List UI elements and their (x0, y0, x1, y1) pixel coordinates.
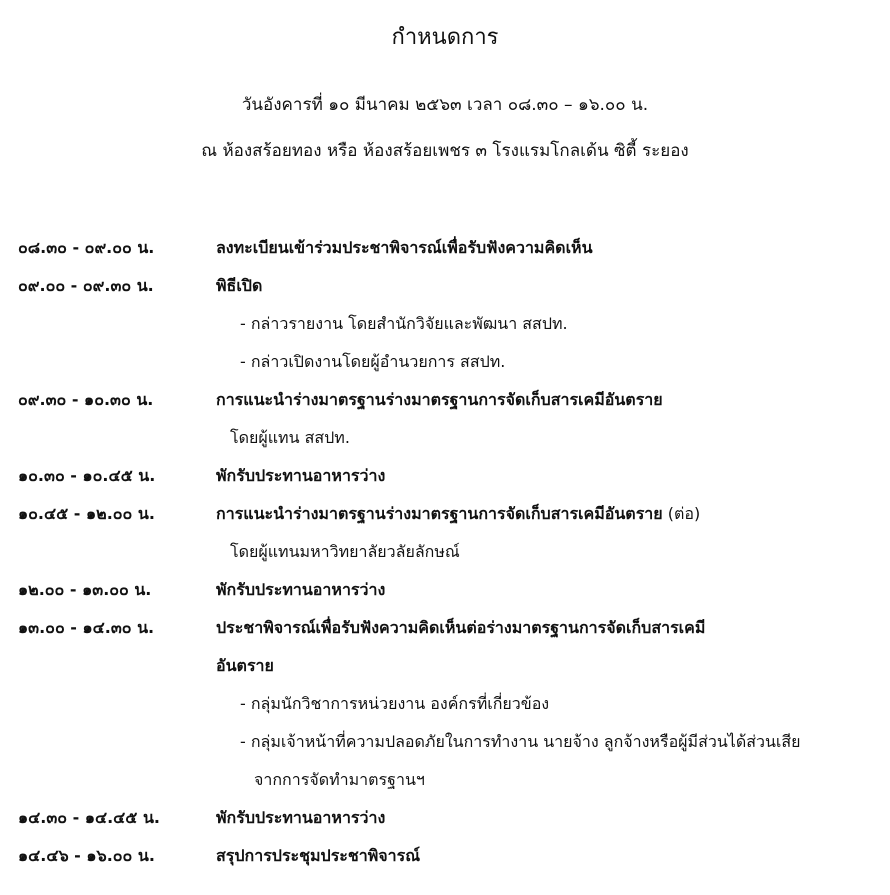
schedule-time: ๑๐.๔๕ - ๑๒.๐๐ น. (18, 504, 155, 523)
schedule-row-break (18, 571, 878, 609)
schedule-presenter (18, 419, 878, 457)
schedule-subitem-text: - กลุ่มนักวิชาการหน่วยงาน องค์กรที่เกี่ยวข้อง (240, 694, 550, 713)
schedule-row-break (18, 799, 878, 837)
schedule-presenter-text: โดยผู้แทน สสปท. (230, 428, 350, 447)
schedule-title: พักรับประทานอาหารว่าง (216, 466, 386, 485)
schedule-title-wrapper (216, 495, 700, 533)
schedule-row-standard-intro-cont (18, 495, 878, 533)
schedule-title: ลงทะเบียนเข้าร่วมประชาพิจารณ์เพื่อรับฟังความคิดเห็น (216, 238, 593, 257)
schedule-subitem-continuation (18, 761, 878, 799)
schedule-subitem-text: - กล่าวเปิดงานโดยผู้อำนวยการ สสปท. (240, 352, 506, 371)
schedule-row-opening (18, 267, 878, 305)
schedule-time: ๑๔.๔๖ - ๑๖.๐๐ น. (18, 846, 155, 865)
schedule-presenter (18, 533, 878, 571)
schedule-title: พักรับประทานอาหารว่าง (216, 808, 386, 827)
schedule-title: ประชาพิจารณ์เพื่อรับฟังความคิดเห็นต่อร่างมาตรฐานการจัดเก็บสารเคมี (216, 618, 706, 637)
schedule-row-break (18, 457, 878, 495)
schedule-time: ๑๓.๐๐ - ๑๔.๓๐ น. (18, 618, 155, 637)
schedule-title: การแนะนำร่างมาตรฐานร่างมาตรฐานการจัดเก็บสารเคมีอันตราย (216, 504, 663, 523)
schedule-title-continuation (18, 647, 878, 685)
schedule-title: พิธีเปิด (216, 276, 263, 295)
schedule-time: ๑๐.๓๐ - ๑๐.๔๕ น. (18, 466, 156, 485)
event-venue-line: ณ ห้องสร้อยทอง หรือ ห้องสร้อยเพชร ๓ โรงแรมโกลเด้น ซิตี้ ระยอง (201, 141, 689, 161)
schedule-subitem (18, 343, 878, 381)
schedule-title: การแนะนำร่างมาตรฐานร่างมาตรฐานการจัดเก็บสารเคมีอันตราย (216, 390, 663, 409)
schedule-title: สรุปการประชุมประชาพิจารณ์ (216, 846, 421, 865)
schedule-time: ๑๔.๓๐ - ๑๔.๔๕ น. (18, 808, 160, 827)
schedule-time: ๐๙.๐๐ - ๐๙.๓๐ น. (18, 276, 154, 295)
schedule-row-public-hearing (18, 609, 878, 647)
event-date-line: วันอังคารที่ ๑๐ มีนาคม ๒๕๖๓ เวลา ๐๘.๓๐ – ๑๖.๐๐ น. (241, 95, 649, 115)
schedule-subitem (18, 723, 878, 761)
schedule-list (18, 229, 878, 875)
schedule-subitem-text: - กล่าวรายงาน โดยสำนักวิจัยและพัฒนา สสปท. (240, 314, 568, 333)
schedule-subitem-text: - กลุ่มเจ้าหน้าที่ความปลอดภัยในการทำงาน นายจ้าง ลูกจ้างหรือผู้มีส่วนได้ส่วนเสีย (240, 732, 801, 751)
schedule-title-suffix: (ต่อ) (662, 504, 701, 523)
schedule-time: ๑๒.๐๐ - ๑๓.๐๐ น. (18, 580, 152, 599)
schedule-row-standard-intro (18, 381, 878, 419)
schedule-row-summary (18, 837, 878, 875)
document-title: กำหนดการ (391, 25, 499, 50)
schedule-row-registration (18, 229, 878, 267)
schedule-time: ๐๘.๓๐ - ๐๙.๐๐ น. (18, 238, 155, 257)
schedule-title: พักรับประทานอาหารว่าง (216, 580, 386, 599)
schedule-subitem (18, 685, 878, 723)
schedule-presenter-text: โดยผู้แทนมหาวิทยาลัยวลัยลักษณ์ (230, 542, 460, 561)
schedule-time: ๐๙.๓๐ - ๑๐.๓๐ น. (18, 390, 154, 409)
schedule-subitem (18, 305, 878, 343)
schedule-subitem-text: จากการจัดทำมาตรฐานฯ (254, 770, 425, 789)
schedule-title-line2: อันตราย (216, 656, 274, 675)
